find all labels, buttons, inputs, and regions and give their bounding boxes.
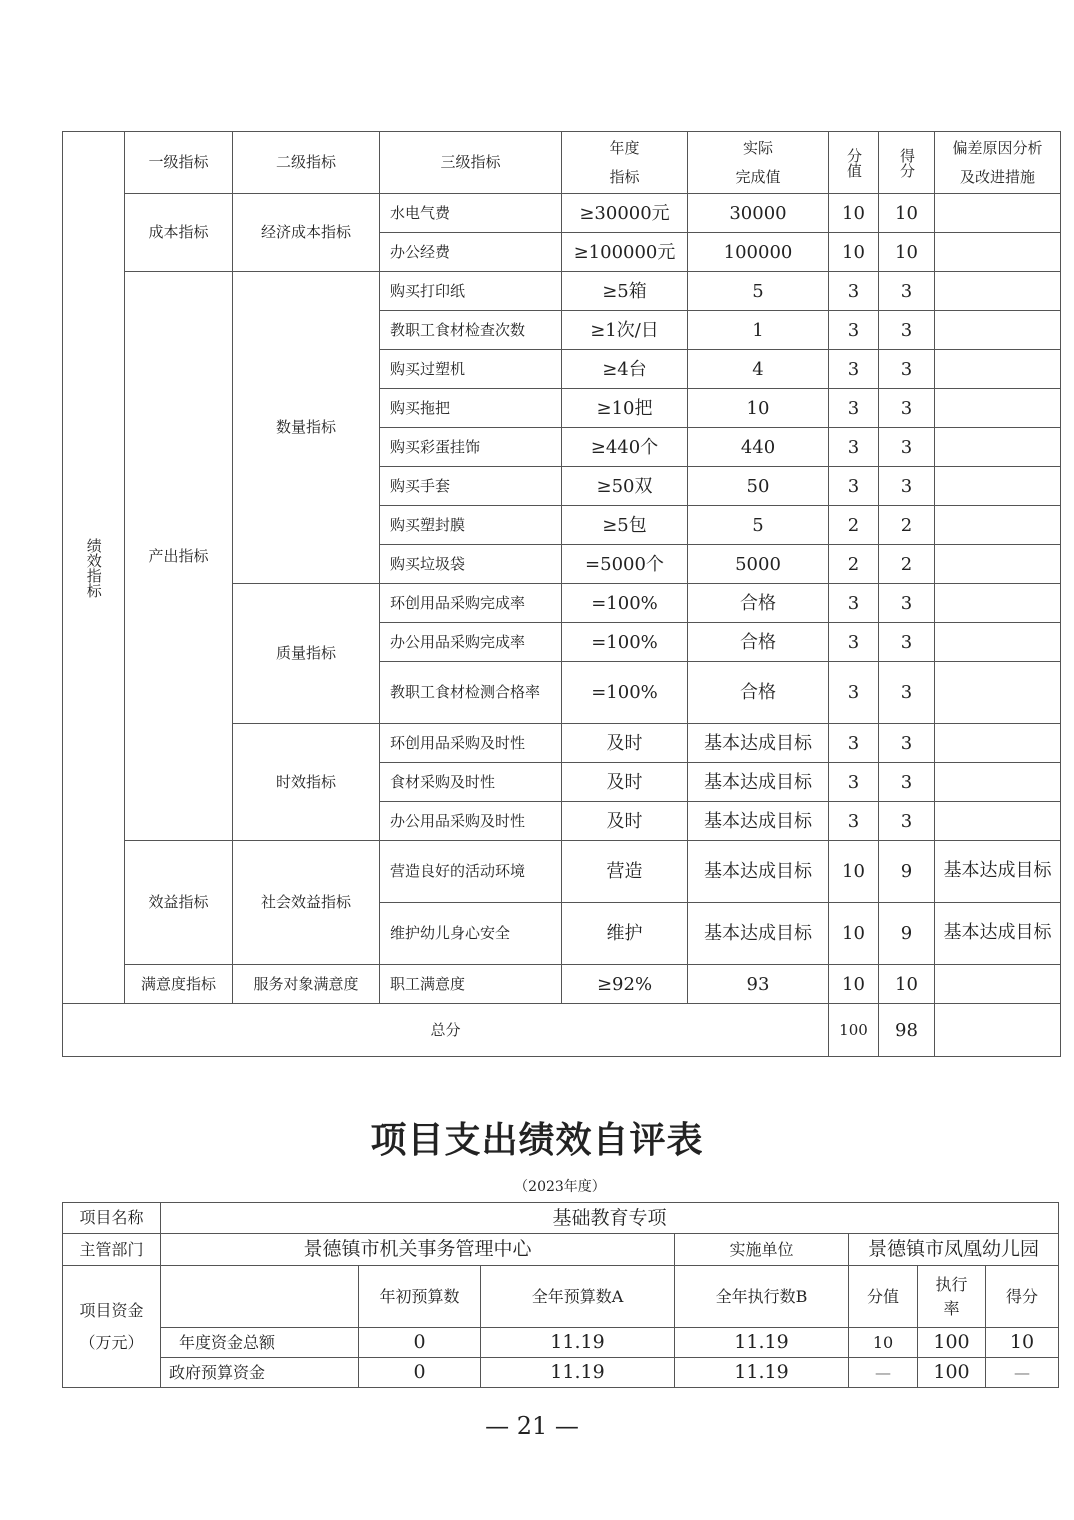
header-level3: 三级指标 <box>380 132 562 194</box>
deviation-cell <box>935 194 1061 233</box>
level2-cell: 经济成本指标 <box>233 194 380 272</box>
form-title: 项目支出绩效自评表 <box>370 1119 704 1161</box>
weight-cell: 10 <box>829 233 879 272</box>
funds-row-label: 政府预算资金 <box>161 1358 359 1388</box>
funds-row-label: 年度资金总额 <box>161 1328 359 1358</box>
header-score-text: 得分 <box>898 147 916 178</box>
deviation-cell <box>935 545 1061 584</box>
score-cell: 10 <box>879 233 935 272</box>
form-year: （2023年度） <box>514 1179 606 1195</box>
project-expenditure-table <box>62 1202 1059 1388</box>
level3-cell: 水电气费 <box>380 194 562 233</box>
weight-cell: 3 <box>829 428 879 467</box>
level3-cell: 购买垃圾袋 <box>380 545 562 584</box>
header-row <box>63 132 1061 194</box>
level1-cell: 成本指标 <box>125 194 233 272</box>
annual-target-cell: ≥10把 <box>562 389 688 428</box>
indicator-row <box>63 194 1061 233</box>
score-cell: 3 <box>879 623 935 662</box>
annual-target-cell: ≥440个 <box>562 428 688 467</box>
level2-cell: 质量指标 <box>233 584 380 724</box>
score-cell: 3 <box>879 272 935 311</box>
header-annual-target <box>562 132 688 194</box>
weight-cell: 3 <box>829 724 879 763</box>
header-deviation-line1: 偏差原因分析 <box>952 139 1043 157</box>
level2-cell: 社会效益指标 <box>233 841 380 965</box>
header-deviation <box>935 132 1061 194</box>
annual-target-cell: =100% <box>562 662 688 724</box>
funds-initial: 0 <box>359 1328 481 1358</box>
annual-target-cell: 及时 <box>562 724 688 763</box>
total-label: 总分 <box>63 1004 829 1057</box>
dept-row <box>63 1234 1059 1266</box>
actual-value-cell: 合格 <box>688 584 829 623</box>
level3-cell: 食材采购及时性 <box>380 763 562 802</box>
unit-value: 景德镇市凤凰幼儿园 <box>849 1234 1059 1266</box>
side-label: 绩效指标 <box>84 537 103 598</box>
actual-value-cell: 基本达成目标 <box>688 903 829 965</box>
funds-label: 项目资金 <box>79 1300 144 1320</box>
side-label-cell <box>63 132 125 1004</box>
funds-label-cell <box>63 1266 161 1388</box>
score-cell: 3 <box>879 350 935 389</box>
score-cell: 10 <box>879 194 935 233</box>
indicator-row <box>63 841 1061 903</box>
level3-cell: 购买手套 <box>380 467 562 506</box>
level3-cell: 办公用品采购及时性 <box>380 802 562 841</box>
score-cell: 3 <box>879 467 935 506</box>
actual-value-cell: 5000 <box>688 545 829 584</box>
actual-value-cell: 合格 <box>688 623 829 662</box>
weight-cell: 2 <box>829 506 879 545</box>
deviation-cell <box>935 965 1061 1004</box>
header-level2: 二级指标 <box>233 132 380 194</box>
level1-cell: 满意度指标 <box>125 965 233 1004</box>
col-weight: 分值 <box>849 1266 918 1328</box>
col-annual: 全年预算数A <box>481 1266 675 1328</box>
col-score: 得分 <box>986 1266 1059 1328</box>
weight-cell: 3 <box>829 763 879 802</box>
score-cell: 3 <box>879 802 935 841</box>
funds-annual: 11.19 <box>481 1358 675 1388</box>
actual-value-cell: 100000 <box>688 233 829 272</box>
deviation-cell <box>935 662 1061 724</box>
actual-value-cell: 基本达成目标 <box>688 802 829 841</box>
annual-target-cell: 及时 <box>562 763 688 802</box>
annual-target-cell: ≥5包 <box>562 506 688 545</box>
annual-target-cell: ≥100000元 <box>562 233 688 272</box>
deviation-cell <box>935 350 1061 389</box>
dept-label: 主管部门 <box>63 1234 161 1266</box>
annual-target-cell: =100% <box>562 584 688 623</box>
annual-target-cell: 维护 <box>562 903 688 965</box>
funds-score: — <box>986 1358 1059 1388</box>
level2-cell: 时效指标 <box>233 724 380 841</box>
actual-value-cell: 1 <box>688 311 829 350</box>
weight-cell: 3 <box>829 584 879 623</box>
weight-cell: 3 <box>829 467 879 506</box>
actual-value-cell: 93 <box>688 965 829 1004</box>
funds-blank-header <box>161 1266 359 1328</box>
col-initial: 年初预算数 <box>359 1266 481 1328</box>
header-annual-target-line1: 年度 <box>609 139 640 157</box>
deviation-cell <box>935 623 1061 662</box>
dept-value: 景德镇市机关事务管理中心 <box>161 1234 675 1266</box>
level2-cell: 服务对象满意度 <box>233 965 380 1004</box>
total-note <box>935 1004 1061 1057</box>
total-score: 98 <box>879 1004 935 1057</box>
weight-cell: 10 <box>829 841 879 903</box>
funds-row <box>63 1328 1059 1358</box>
weight-cell: 3 <box>829 389 879 428</box>
weight-cell: 3 <box>829 311 879 350</box>
funds-weight: — <box>849 1358 918 1388</box>
deviation-cell: 基本达成目标 <box>935 841 1061 903</box>
deviation-cell <box>935 763 1061 802</box>
annual-target-cell: ≥30000元 <box>562 194 688 233</box>
weight-cell: 10 <box>829 965 879 1004</box>
actual-value-cell: 4 <box>688 350 829 389</box>
level3-cell: 办公用品采购完成率 <box>380 623 562 662</box>
header-score <box>879 132 935 194</box>
weight-cell: 3 <box>829 802 879 841</box>
actual-value-cell: 30000 <box>688 194 829 233</box>
annual-target-cell: 营造 <box>562 841 688 903</box>
annual-target-cell: ≥4台 <box>562 350 688 389</box>
level3-cell: 购买彩蛋挂饰 <box>380 428 562 467</box>
level3-cell: 购买塑封膜 <box>380 506 562 545</box>
score-cell: 3 <box>879 763 935 802</box>
level2-cell: 数量指标 <box>233 272 380 584</box>
total-weight: 100 <box>829 1004 879 1057</box>
header-actual-line2: 完成值 <box>735 167 781 186</box>
level3-cell: 购买打印纸 <box>380 272 562 311</box>
weight-cell: 3 <box>829 350 879 389</box>
score-cell: 2 <box>879 545 935 584</box>
actual-value-cell: 基本达成目标 <box>688 763 829 802</box>
funds-annual: 11.19 <box>481 1328 675 1358</box>
actual-value-cell: 10 <box>688 389 829 428</box>
score-cell: 3 <box>879 584 935 623</box>
actual-value-cell: 5 <box>688 506 829 545</box>
header-actual <box>688 132 829 194</box>
funds-unit: （万元） <box>79 1332 144 1352</box>
funds-header-row <box>63 1266 1059 1328</box>
level1-cell: 效益指标 <box>125 841 233 965</box>
deviation-cell <box>935 272 1061 311</box>
weight-cell: 2 <box>829 545 879 584</box>
funds-weight: 10 <box>849 1328 918 1358</box>
level3-cell: 环创用品采购完成率 <box>380 584 562 623</box>
header-weight-text: 分值 <box>845 147 863 178</box>
score-cell: 3 <box>879 662 935 724</box>
project-name-row <box>63 1203 1059 1234</box>
weight-cell: 3 <box>829 272 879 311</box>
level3-cell: 职工满意度 <box>380 965 562 1004</box>
funds-executed: 11.19 <box>675 1328 849 1358</box>
header-level1: 一级指标 <box>125 132 233 194</box>
weight-cell: 3 <box>829 623 879 662</box>
score-cell: 2 <box>879 506 935 545</box>
header-actual-line1: 实际 <box>742 139 773 157</box>
header-deviation-line2: 及改进措施 <box>959 167 1035 186</box>
indicator-row <box>63 272 1061 311</box>
annual-target-cell: ≥50双 <box>562 467 688 506</box>
funds-score: 10 <box>986 1328 1059 1358</box>
actual-value-cell: 50 <box>688 467 829 506</box>
annual-target-cell: =100% <box>562 623 688 662</box>
total-row <box>63 1004 1061 1057</box>
header-annual-target-line2: 指标 <box>609 167 640 186</box>
score-cell: 10 <box>879 965 935 1004</box>
actual-value-cell: 440 <box>688 428 829 467</box>
deviation-cell <box>935 802 1061 841</box>
score-cell: 9 <box>879 903 935 965</box>
deviation-cell <box>935 428 1061 467</box>
level1-cell: 产出指标 <box>125 272 233 841</box>
funds-initial: 0 <box>359 1358 481 1388</box>
annual-target-cell: ≥1次/日 <box>562 311 688 350</box>
level3-cell: 营造良好的活动环境 <box>380 841 562 903</box>
deviation-cell: 基本达成目标 <box>935 903 1061 965</box>
weight-cell: 10 <box>829 903 879 965</box>
funds-rate: 100 <box>918 1358 986 1388</box>
col-rate: 执行率 <box>918 1266 986 1328</box>
unit-label: 实施单位 <box>675 1234 849 1266</box>
deviation-cell <box>935 311 1061 350</box>
weight-cell: 10 <box>829 194 879 233</box>
funds-executed: 11.19 <box>675 1358 849 1388</box>
level3-cell: 环创用品采购及时性 <box>380 724 562 763</box>
level3-cell: 购买过塑机 <box>380 350 562 389</box>
funds-rate: 100 <box>918 1328 986 1358</box>
actual-value-cell: 基本达成目标 <box>688 724 829 763</box>
actual-value-cell: 5 <box>688 272 829 311</box>
score-cell: 3 <box>879 311 935 350</box>
actual-value-cell: 合格 <box>688 662 829 724</box>
annual-target-cell: ≥92% <box>562 965 688 1004</box>
project-name-value: 基础教育专项 <box>161 1203 1059 1234</box>
score-cell: 3 <box>879 389 935 428</box>
funds-row <box>63 1358 1059 1388</box>
project-name-label: 项目名称 <box>63 1203 161 1234</box>
header-weight <box>829 132 879 194</box>
level3-cell: 维护幼儿身心安全 <box>380 903 562 965</box>
annual-target-cell: ≥5箱 <box>562 272 688 311</box>
level3-cell: 教职工食材检测合格率 <box>380 662 562 724</box>
score-cell: 3 <box>879 428 935 467</box>
deviation-cell <box>935 584 1061 623</box>
actual-value-cell: 基本达成目标 <box>688 841 829 903</box>
deviation-cell <box>935 724 1061 763</box>
weight-cell: 3 <box>829 662 879 724</box>
score-cell: 3 <box>879 724 935 763</box>
col-executed: 全年执行数B <box>675 1266 849 1328</box>
page-number: — 21 — <box>485 1412 579 1440</box>
indicator-row <box>63 965 1061 1004</box>
level3-cell: 办公经费 <box>380 233 562 272</box>
deviation-cell <box>935 506 1061 545</box>
performance-indicator-table <box>62 131 1061 1057</box>
deviation-cell <box>935 233 1061 272</box>
deviation-cell <box>935 389 1061 428</box>
annual-target-cell: 及时 <box>562 802 688 841</box>
annual-target-cell: =5000个 <box>562 545 688 584</box>
deviation-cell <box>935 467 1061 506</box>
score-cell: 9 <box>879 841 935 903</box>
level3-cell: 教职工食材检查次数 <box>380 311 562 350</box>
level3-cell: 购买拖把 <box>380 389 562 428</box>
